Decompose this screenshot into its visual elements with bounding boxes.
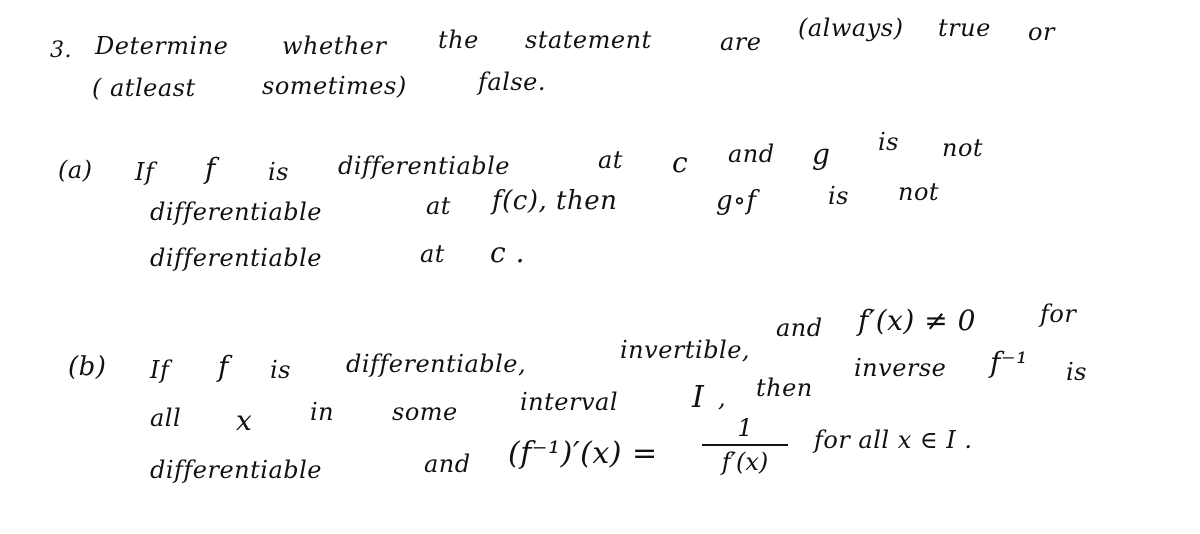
b-symbol-f: f [218,350,229,383]
a-word-is-3: is [828,182,849,210]
word-atleast: ( atleast [92,74,196,102]
b-fraction [702,414,788,476]
b-word-then: then [756,374,813,402]
b-word-in: in [310,398,335,426]
b-word-interval: interval [520,388,618,416]
a-symbol-c: c [672,146,689,179]
a-symbol-c-end: c . [490,236,525,269]
word-or: or [1028,18,1055,46]
a-word-at-3: at [420,240,445,268]
word-always: (always) [798,14,904,42]
word-sometimes: sometimes) [262,72,407,100]
a-symbol-f: f [205,152,216,185]
a-word-is-2: is [878,128,899,156]
word-determine: Determine [95,32,229,60]
a-symbol-g: g [812,138,831,171]
b-word-is: is [270,356,291,384]
a-word-at-2: at [426,192,451,220]
b-fraction-denominator: f′(x) [721,448,769,476]
b-word-some: some [392,398,458,426]
b-word-if: If [150,356,170,384]
a-word-if: If [135,158,155,186]
a-word-differentiable-2: differentiable [150,198,323,226]
word-the: the [438,26,479,54]
b-word-differentiable: differentiable, [346,350,527,378]
word-statement: statement [525,26,652,54]
b-word-invertible: invertible, [620,336,751,364]
a-word-differentiable-3: differentiable [150,244,323,272]
a-word-is: is [268,158,289,186]
a-word-not-2: not [898,178,940,206]
a-word-differentiable: differentiable [338,152,511,180]
a-word-and: and [728,140,775,168]
b-word-differentiable-2: differentiable [150,456,323,484]
a-composition-gof: g∘f [716,186,757,216]
a-word-not: not [942,134,984,162]
b-for-all-x-in-i: for all x ∈ I . [814,426,973,454]
b-word-for: for [1040,300,1077,328]
part-b-label: (b) [68,352,107,382]
problem-number: 3. [50,38,72,63]
word-whether: whether [282,32,387,60]
word-false: false. [478,68,547,96]
b-symbol-interval-i: I [692,380,705,415]
b-fraction-bar [702,444,788,446]
b-symbol-f-inverse: f⁻¹ [990,346,1028,379]
b-word-and: and [776,314,823,342]
b-symbol-x: x [236,404,253,437]
word-are: are [720,28,762,56]
a-word-at: at [598,146,623,174]
word-true: true [938,14,991,42]
b-word-and-2: and [424,450,471,478]
b-word-is-2: is [1066,358,1087,386]
b-word-inverse: inverse [854,354,947,382]
b-fraction-numerator: 1 [737,414,753,442]
b-comma: , [718,384,727,412]
b-inverse-derivative-expr: (f⁻¹)′(x) = [508,436,658,471]
a-fc-then: f(c), then [492,186,618,216]
b-derivative-nonzero: f′(x) ≠ 0 [858,304,976,337]
b-word-all: all [150,404,182,432]
part-a-label: (a) [58,156,93,184]
